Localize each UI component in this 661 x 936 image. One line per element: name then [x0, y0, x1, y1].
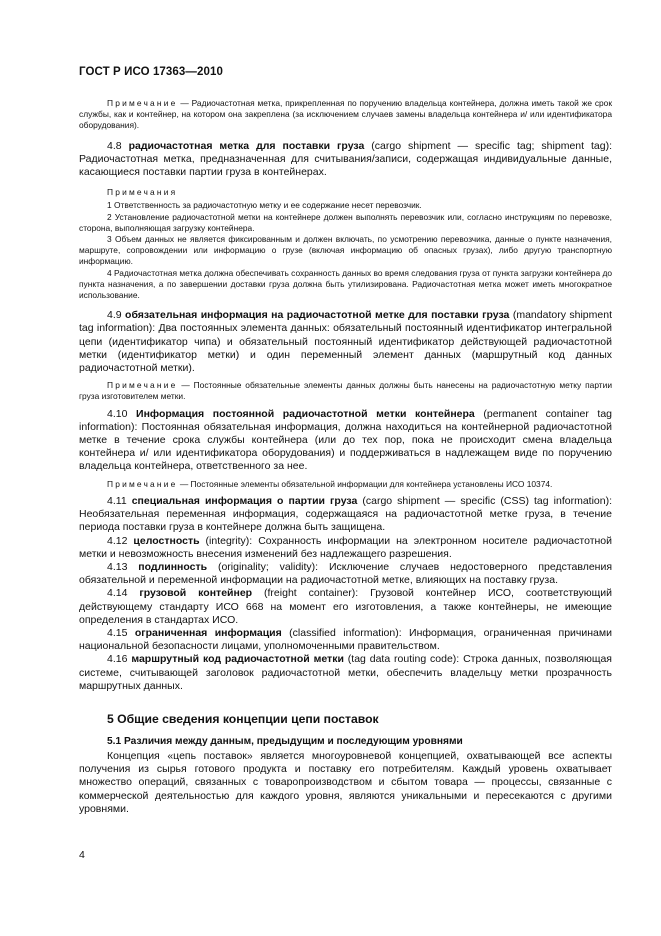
- definition-4-8: [79, 140, 612, 180]
- definition-number: 4.16: [107, 653, 128, 666]
- definition-text: (tag data routing code): Строка данных, позволяющая системе, считывающей заголовок радиочастотной метки, обеспечить владельцу метки прозрачность маршрутных данных.: [79, 653, 612, 692]
- note-text: — Постоянные обязательные элементы данных должны быть нанесены на радиочастотную метку партии груза изготовителем метки.: [79, 380, 613, 402]
- note-permanent-elements: [79, 479, 612, 490]
- definition-term: Информация постоянной радиочастотной метки контейнера: [136, 407, 475, 420]
- section-5-1-paragraph: Концепция «цепь поставок» является многоуровневой концепцией, охватывающей все аспекты получения из сырья готового продукта и поставку его потребителям. Каждый уровень охватывает множество операций, связанных с товаропроизводством и сбытом товара — процессы, связанные с коммерческой деятельностью для каждого уровня, являются уникальными и пересекаются с другими уровнями.: [79, 749, 612, 815]
- note-item: 1 Ответственность за радиочастотную метку и ее содержание несет перевозчик.: [107, 200, 422, 211]
- definition-4-12: [79, 535, 612, 561]
- definition-number: 4.12: [107, 534, 128, 547]
- section-5-heading: 5 Общие сведения концепции цепи поставок: [107, 711, 379, 726]
- definition-term: специальная информация о партии груза: [131, 494, 358, 507]
- definition-term: грузовой контейнер: [139, 587, 253, 600]
- definition-text: (cargo shipment — specific tag; shipment tag): Радиочастотная метка, предназначенная для считывания/записи, содержащая индивидуальные данные, касающиеся поставки партии груза в контейнерах.: [79, 139, 612, 179]
- definition-text: (classified information): Информация, ограниченная причинами национальной безопасности лицами, уполномоченными правительством.: [79, 626, 612, 653]
- definition-term: радиочастотная метка для поставки груза: [128, 139, 365, 152]
- note-label: Примечание: [107, 98, 178, 108]
- definition-4-16: [79, 653, 612, 693]
- note-text: — Радиочастотная метка, прикрепленная по поручению владельца контейнера, должна иметь такой же срок службы, как и контейнер, на котором она закреплена (за исключением случаев замены владельца контейнера и/ или идентификатора оборудования).: [79, 98, 613, 131]
- page-header: ГОСТ Р ИСО 17363—2010: [79, 66, 224, 78]
- definition-text: (permanent container tag information): Постоянная обязательная информация, должна находиться на контейнерной радиочастотной метке в течение срока службы контейнера (или до тех пор, пока не происходит смена владельца контейнера и/ или идентификатора оборудования) и поддерживаться в надлежащем виде по поручению владельца контейнера, ответственного за нее.: [79, 407, 613, 473]
- definition-text: (originality; validity): Исключение случаев недостоверного представления обязательной и переменной информации на радиочастотной метке, влияющих на поставку груза.: [79, 560, 613, 587]
- definition-number: 4.11: [107, 494, 127, 507]
- notes-label: Примечания: [107, 187, 178, 198]
- definition-number: 4.8: [107, 139, 122, 152]
- page-number: 4: [79, 849, 85, 861]
- definition-term: маршрутный код радиочастотной метки: [131, 653, 344, 666]
- note-item: 2 Установление радиочастотной метки на контейнере должен выполнять перевозчик или, согласно инструкциям по перевозке, сторона, выполняющая загрузку контейнера.: [79, 211, 612, 233]
- note-item: 3 Объем данных не является фиксированным и должен включать, по усмотрению перевозчика, данные о пункте назначения, маршруте, сопровождении или информацию о грузе (включая информацию об опасных грузах), либо другую транспортную информацию.: [79, 234, 612, 267]
- definition-4-11: [79, 495, 612, 535]
- notes-heading: [79, 187, 612, 198]
- document-body: [79, 98, 612, 816]
- definition-text: (cargo shipment — specific (CSS) tag information): Необязательная переменная информация, содержащаяся на радиочастотной метке груза, в течение периода поставки груза в контейнере должна быть защищена.: [79, 494, 613, 534]
- definition-4-14: [79, 587, 612, 627]
- definition-term: целостность: [133, 534, 200, 547]
- definition-term: подлинность: [138, 560, 208, 573]
- definition-4-13: [79, 561, 612, 587]
- definition-number: 4.9: [107, 309, 122, 322]
- definition-text: (mandatory shipment tag information): Два постоянных элемента данных: обязательный постоянный идентификатор интегральной цепи (идентификатор чипа) и обязательный постоянный идентификатор действующей радиочастотной метки (идентификатор метки) и один переменный элемент данных (маршрутный код данных радиочастотной метки).: [79, 309, 612, 375]
- definition-term: обязательная информация на радиочастотной метке для поставки груза: [125, 309, 510, 322]
- note-label: Примечание: [107, 478, 178, 489]
- definition-number: 4.15: [107, 626, 128, 639]
- definition-text: (freight container): Грузовой контейнер ИСО, соответствующий действующему стандарту ИСО 668 на момент его изготовления, а также контейнеры, не имеющие определения в стандартах ИСО.: [79, 587, 613, 626]
- definition-4-10: [79, 408, 612, 474]
- note-item: 4 Радиочастотная метка должна обеспечивать сохранность данных во время следования груза от пункта загрузки контейнера до пункта назначения, а по завершении доставки груза должна быть утилизирована. Радиочастотная метка может иметь многократное использование.: [79, 267, 612, 301]
- definition-4-9: [79, 309, 612, 375]
- note-text: — Постоянные элементы обязательной информации для контейнера установлены ИСО 10374.: [179, 478, 553, 489]
- note-mandatory-elements: [79, 380, 612, 402]
- definition-text: (integrity): Сохранность информации на электронном носителе радиочастотной метки и невозможность внесения изменений без надлежащего разрешения.: [79, 534, 613, 560]
- definition-number: 4.14: [107, 587, 128, 600]
- note-label: Примечание: [107, 380, 178, 391]
- definition-term: ограниченная информация: [134, 626, 282, 639]
- section-5-1-heading: 5.1 Различия между данным, предыдущим и последующим уровнями: [107, 735, 463, 747]
- definition-number: 4.10: [107, 407, 128, 420]
- definition-4-15: [79, 627, 612, 653]
- note-container-tag: [79, 98, 612, 132]
- definition-number: 4.13: [107, 560, 128, 573]
